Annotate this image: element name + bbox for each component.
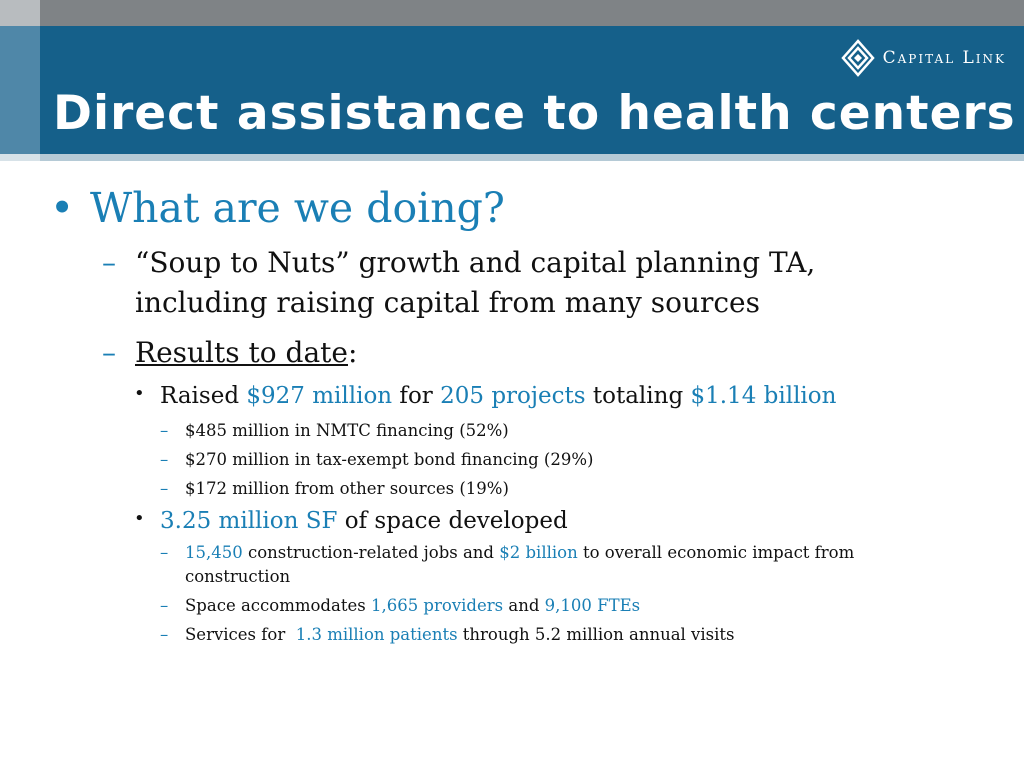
raised-amount: $927 million: [246, 383, 393, 409]
page-title: Direct assistance to health centers: [53, 86, 1016, 141]
jobs-impact: $2 billion: [499, 543, 578, 562]
accommodates-line: [185, 596, 640, 615]
jobs-line-1: [185, 543, 854, 562]
services-line: [185, 625, 735, 644]
services-text: Services for: [185, 625, 296, 644]
accom-providers: 1,665 providers: [370, 596, 504, 615]
raised-line: [160, 383, 836, 409]
services-text: through 5.2 million annual visits: [457, 625, 735, 644]
results-colon: :: [347, 336, 358, 369]
dash-icon: –: [160, 543, 169, 562]
raised-total: $1.14 billion: [690, 383, 837, 409]
raised-text: Raised: [160, 383, 247, 409]
dash-icon: –: [160, 596, 169, 615]
results-underlined: Results to date: [135, 336, 348, 369]
dash-icon: –: [102, 246, 116, 279]
bullet-icon: •: [134, 383, 145, 404]
dash-icon: –: [160, 450, 169, 469]
space-line: [160, 508, 568, 534]
other-sources: $172 million from other sources (19%): [185, 479, 509, 498]
bond-financing: $270 million in tax-exempt bond financing (29%): [185, 450, 594, 469]
raised-projects: 205 projects: [440, 383, 586, 409]
jobs-text: construction-related jobs and: [242, 543, 500, 562]
results-heading: [135, 336, 357, 369]
question-heading: What are we doing?: [90, 184, 505, 232]
soup-to-nuts-line-1: “Soup to Nuts” growth and capital planning TA,: [135, 246, 816, 279]
nmtc-financing: $485 million in NMTC financing (52%): [185, 421, 509, 440]
jobs-line-2: construction: [185, 567, 291, 586]
space-sf: 3.25 million SF: [160, 508, 338, 534]
logo-text: Capital Link: [882, 48, 1006, 68]
services-patients: 1.3 million patients: [295, 625, 458, 644]
dash-icon: –: [160, 421, 169, 440]
jobs-text: to overall economic impact from: [577, 543, 855, 562]
dash-icon: –: [160, 479, 169, 498]
space-text: of space developed: [337, 508, 568, 534]
raised-text: totaling: [585, 383, 691, 409]
dash-icon: –: [160, 625, 169, 644]
dash-icon: –: [102, 336, 116, 369]
accom-ftes: 9,100 FTEs: [544, 596, 641, 615]
bullet-icon: •: [50, 184, 75, 232]
jobs-number: 15,450: [185, 543, 243, 562]
accom-text: and: [503, 596, 545, 615]
soup-to-nuts-line-2: including raising capital from many sources: [135, 286, 760, 319]
accom-text: Space accommodates: [185, 596, 371, 615]
raised-text: for: [392, 383, 441, 409]
bullet-icon: •: [134, 508, 145, 529]
